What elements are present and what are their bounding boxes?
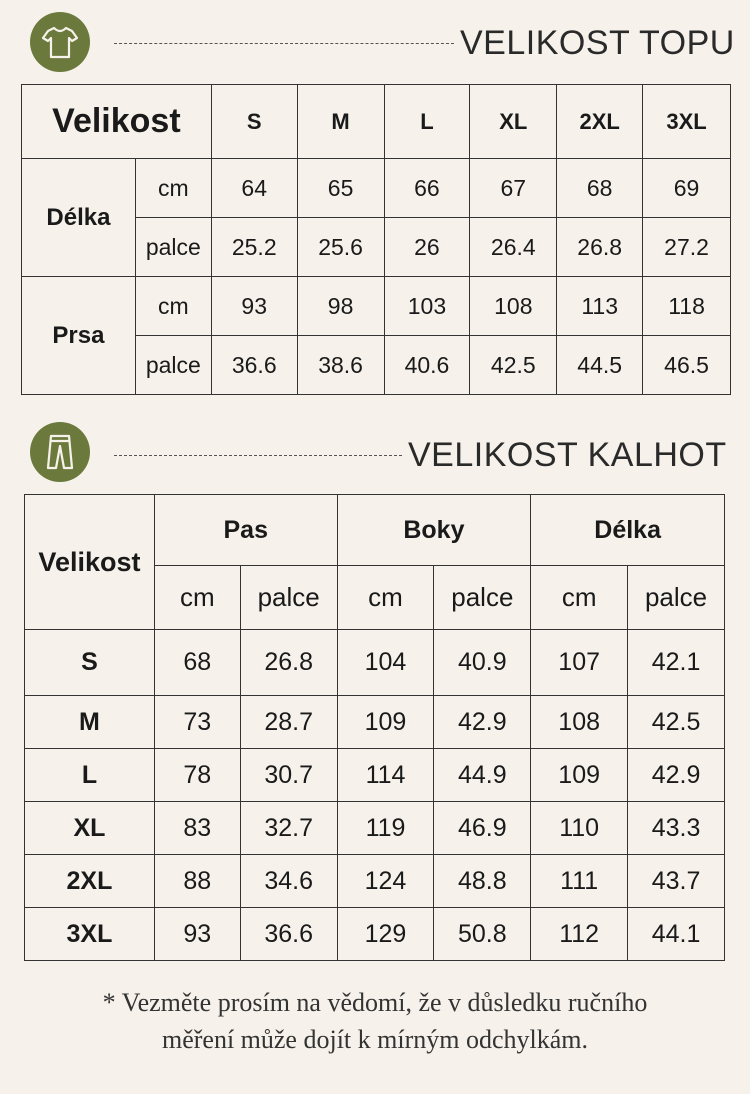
tshirt-icon [30, 12, 90, 72]
top-section-title: VELIKOST TOPU [460, 24, 735, 62]
table-cell: 108 [470, 277, 557, 336]
unit-label: cm [135, 277, 211, 336]
unit-label: palce [628, 566, 725, 630]
table-cell: 112 [531, 908, 628, 961]
unit-label: cm [154, 566, 240, 630]
table-cell: 124 [337, 855, 434, 908]
table-cell: 88 [154, 855, 240, 908]
table-row [25, 855, 725, 908]
table-cell: 26.8 [240, 630, 337, 696]
pants-icon [30, 422, 90, 482]
table-cell: 68 [154, 630, 240, 696]
top-size-header: 2XL [557, 85, 643, 159]
table-cell: 110 [531, 802, 628, 855]
table-cell: 113 [557, 277, 643, 336]
size-label: 2XL [25, 855, 155, 908]
top-size-header: XL [470, 85, 557, 159]
table-cell: 66 [384, 159, 470, 218]
pants-size-table [24, 494, 725, 961]
top-size-header: M [297, 85, 384, 159]
unit-label: cm [531, 566, 628, 630]
top-size-header: 3XL [643, 85, 731, 159]
size-label: L [25, 749, 155, 802]
note-line-2: měření může dojít k mírným odchylkám. [161, 1025, 589, 1054]
top-group-label-prsa: Prsa [22, 277, 136, 395]
table-cell: 73 [154, 696, 240, 749]
top-group-label-delka: Délka [22, 159, 136, 277]
table-cell: 50.8 [434, 908, 531, 961]
table-cell: 25.6 [297, 218, 384, 277]
top-size-header: S [211, 85, 297, 159]
table-cell: 65 [297, 159, 384, 218]
table-cell: 30.7 [240, 749, 337, 802]
table-row [25, 630, 725, 696]
table-cell: 42.9 [434, 696, 531, 749]
table-cell: 108 [531, 696, 628, 749]
pants-group-boky: Boky [337, 495, 531, 566]
table-row [25, 802, 725, 855]
table-cell: 78 [154, 749, 240, 802]
table-cell: 104 [337, 630, 434, 696]
table-cell: 44.1 [628, 908, 725, 961]
table-cell: 93 [154, 908, 240, 961]
size-label: M [25, 696, 155, 749]
table-cell: 109 [531, 749, 628, 802]
table-row [25, 908, 725, 961]
table-cell: 32.7 [240, 802, 337, 855]
table-cell: 27.2 [643, 218, 731, 277]
table-cell: 103 [384, 277, 470, 336]
top-size-header: L [384, 85, 470, 159]
table-cell: 107 [531, 630, 628, 696]
table-cell: 28.7 [240, 696, 337, 749]
table-cell: 83 [154, 802, 240, 855]
table-cell: 40.9 [434, 630, 531, 696]
measurement-note [0, 984, 750, 1058]
table-cell: 44.9 [434, 749, 531, 802]
table-cell: 34.6 [240, 855, 337, 908]
pants-title-divider [114, 455, 402, 456]
pants-group-pas: Pas [154, 495, 337, 566]
table-cell: 109 [337, 696, 434, 749]
table-cell: 26.4 [470, 218, 557, 277]
unit-label: cm [135, 159, 211, 218]
table-cell: 67 [470, 159, 557, 218]
table-cell: 42.5 [628, 696, 725, 749]
table-cell: 119 [337, 802, 434, 855]
note-line-1: * Vezměte prosím na vědomí, že v důsledku ručního [102, 988, 648, 1017]
table-cell: 44.5 [557, 336, 643, 395]
unit-label: palce [434, 566, 531, 630]
table-cell: 111 [531, 855, 628, 908]
table-cell: 43.7 [628, 855, 725, 908]
pants-group-delka: Délka [531, 495, 725, 566]
table-cell: 40.6 [384, 336, 470, 395]
top-title-divider [114, 43, 454, 44]
table-cell: 42.1 [628, 630, 725, 696]
table-cell: 26 [384, 218, 470, 277]
top-size-table [21, 84, 731, 395]
top-header-velikost: Velikost [22, 85, 212, 159]
unit-label: palce [135, 336, 211, 395]
table-cell: 36.6 [240, 908, 337, 961]
table-cell: 46.5 [643, 336, 731, 395]
table-cell: 114 [337, 749, 434, 802]
unit-label: palce [240, 566, 337, 630]
table-cell: 26.8 [557, 218, 643, 277]
size-label: S [25, 630, 155, 696]
table-cell: 93 [211, 277, 297, 336]
size-label: 3XL [25, 908, 155, 961]
table-cell: 69 [643, 159, 731, 218]
pants-header-velikost: Velikost [25, 495, 155, 630]
unit-label: palce [135, 218, 211, 277]
table-cell: 98 [297, 277, 384, 336]
size-label: XL [25, 802, 155, 855]
table-cell: 68 [557, 159, 643, 218]
table-row [25, 696, 725, 749]
table-row [25, 749, 725, 802]
table-cell: 36.6 [211, 336, 297, 395]
table-cell: 118 [643, 277, 731, 336]
unit-label: cm [337, 566, 434, 630]
table-cell: 42.5 [470, 336, 557, 395]
table-cell: 25.2 [211, 218, 297, 277]
table-cell: 46.9 [434, 802, 531, 855]
table-cell: 43.3 [628, 802, 725, 855]
pants-section-title: VELIKOST KALHOT [408, 436, 727, 474]
table-cell: 42.9 [628, 749, 725, 802]
table-cell: 48.8 [434, 855, 531, 908]
table-cell: 64 [211, 159, 297, 218]
table-cell: 38.6 [297, 336, 384, 395]
table-cell: 129 [337, 908, 434, 961]
